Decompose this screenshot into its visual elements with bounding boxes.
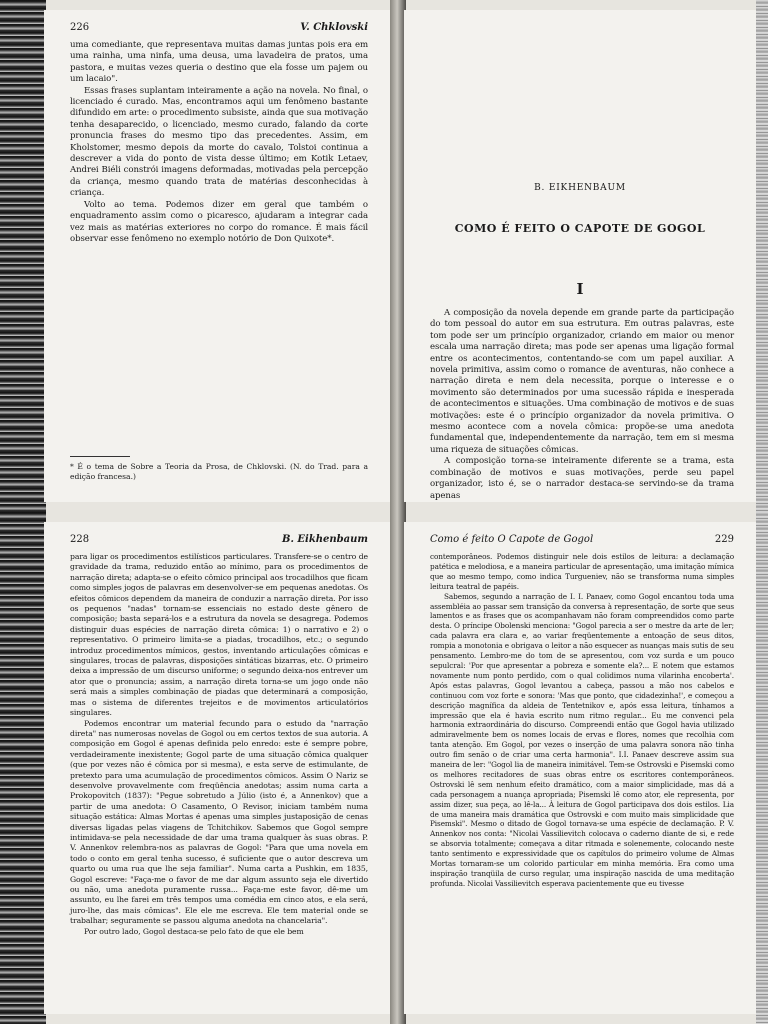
body-text — [430, 308, 734, 502]
running-head — [430, 534, 734, 548]
scan-edge-right — [756, 512, 768, 1024]
page-number: 228 — [70, 534, 90, 545]
page-number: 226 — [70, 22, 90, 33]
page-number: 229 — [714, 534, 734, 545]
paragraph: Podemos encontrar um material fecundo para o estudo da "narração direta" nas numerosas novelas de Gogol ou em certos textos de sua autoria. A composição em Gogol é apenas definida pelo enredo: este é sempre pobre, verdadeiramente inexistente; Gogol parte de uma situação cômica qualquer (que por vezes não é cômica por si mesma), e esta serve de estimulante, de pretexto para uma acumulação de procedimentos cômicos. Assim O Nariz se desenvolve provavelmente com freqüência anedotas; assim numa carta a Prokopovitch (1837): "Pegue sobretudo a Júlio (isto é, a Annenkov) que a partir de uma anedota: O Casamento, O Revisor, iniciam também numa situação estática: Almas Mortas é apenas uma simples justaposição de cenas diversas ligadas pelas viagens de Tchitchikov. Sabemos que Gogol sempre intimidava-se pela necessidade de dar uma trama qualquer às suas obras. P. V. Annenkov relembra-nos as palavras de Gogol: "Para que uma novela em todo o conto em geral tenha sucesso, é suficiente que o autor descreva um quarto ou uma rua que lhe seja familiar". Numa carta a Pushkin, em 1835, Gogol escreve: "Faça-me o favor de me dar algum assunto seja ele divertido ou não, uma anedota puramente russa... Faça-me este favor, dê-me um assunto, eu lhe farei em três tempos uma comédia em cinco atos, e ela será, juro-lhe, das mais cômicas". Ele ele me escreva. Ele tem material onde se trabalhar; seguramente se passou alguma anedota na chancelaria". — [70, 718, 368, 926]
scan-edge-left — [0, 0, 46, 512]
paragraph: A composição da novela depende em grande parte da participação do tom pessoal do autor em sua estrutura. Em outras palavras, este tom pode ser um princípio organizador, criando em maior ou menor escala uma narração direta; mas pode ser apenas uma ligação formal entre os acontecimentos, contentando-se com um papel auxiliar. A novela primitiva, assim como o romance de aventuras, não conhece a narração direta e nem dela necessita, porque o interesse e o movimento são determinados por uma sucessão rápida e inesperada de acontecimentos e situações. Uma combinação de motivos e de suas motivações: este é o princípio organizador da novela primitiva. O mesmo acontece com a novela cômica: propõe-se uma anedota fundamental que, independentemente da narração, tem em si mesma uma riqueza de situações cômicas. — [430, 308, 734, 455]
paragraph: Sabemos, segundo a narração de I. I. Panaev, como Gogol encantou toda uma assembléia ao passar sem transição da conversa à representação, de sorte que seus lamentos e as frases que os acompanhavam não foram compreendidos como parte desta. O príncipe Obolenski menciona: "Gogol parecia a ser o mestre da arte de ler; cada palavra era clara e, ao variar freqüentemente a entoação de seus ditos, rompia a monotonia e obrigava o leitor a não esquecer as nuanças mais sutis de seu pensamento. Lembro-me do tom de se apresentou, com voz surda e um pouco sepulcral: 'Por que apresentar a pobreza e somente ela?... E notem que estamos novamente num ponto perdido, com o qual colidimos numa vilarinha encoberta'. Após estas palavras, Gogol levantou a cabeça, passou a mão nos cabelos e continuou com voz forte e sonora: 'Mas que ponto, que cidadezinha!', e começou a descrição magnífica da aldeia de Tentetnikov e, após essa leitura, tínhamos a impressão que ela é havia escrito num ritmo regular... Eu me convenci pela harmonia extraordinária do discurso. Compreendi então que Gogol havia utilizado admiravelmente bem os nomes locais de ervas e flores, nomes que recolhia com tanta atenção. Em Gogol, por vezes o inserção de uma palavra sonora não tinha outro fim senão o de criar uma certa harmonia". I.I. Panaev descreve assim sua maneira de ler: "Gogol lia de maneira inimitável. Tem-se Ostrovski e Pisemski como os melhores recitadores de suas obras entre os escritores contemporâneos. Ostrovski lê sem nenhum efeito dramático, com a maior simplicidade, mas dá a cada personagem a nuança apropriada; Pisemski lê como ator, ele representa, por assim dizer, sua peça, ao lê-la... À leitura de Gogol participava dos dois estilos. Lia de uma maneira mais dramática que Ostrovski e com muito mais simplicidade que Pisemski". Mesmo o ditado de Gogol tornava-se uma espécie de declamação. P. V. Annenkov nos conta: "Nicolai Vassilievitch colocava o caderno diante de si, e rede se absorvia totalmente; começava a ditar ritmada e solenemente, colocando neste tanto sentimento e expressividade que os capítulos do primeiro volume de Almas Mortas tornaram-se um colorido particular em minha memória. Era como uma inspiração tranqüila de curso regular, uma inspiração nascida de uma meditação profunda. Nicolai Vassilievitch esperava pacientemente que eu tivesse — [430, 591, 734, 888]
page-228 — [44, 522, 390, 1014]
running-title: V. Chklovski — [300, 22, 368, 33]
body-text — [430, 552, 734, 889]
page-229 — [404, 522, 756, 1014]
chapter-number: I — [576, 280, 584, 298]
article-title: COMO É FEITO O CAPOTE DE GOGOL — [454, 222, 706, 235]
page-227 — [404, 10, 756, 502]
bottom-spread — [0, 512, 768, 1024]
body-text — [70, 552, 368, 937]
scan-edge-left — [0, 512, 46, 1024]
author-name: B. EIKHENBAUM — [534, 183, 626, 193]
paragraph: para ligar os procedimentos estilísticos particulares. Transfere-se o centro de gravidade da trama, reduzido então ao mínimo, para os procedimentos de narração direta; adapta-se o efeito cômico principal aos trocadilhos que ficam como simples jogos de palavras em desenvolver-se em pequenas anedotas. Os efeitos cômicos dependem da maneira de conduzir a narração direta. Por isso os pequenos "nadas" tornam-se essenciais no estado deste gênero de composição; basta separá-los e a estrutura da novela se desagrega. Podemos distinguir duas espécies de narração direta cômica: 1) o narrativo e 2) o representativo. O primeiro limita-se a piadas, trocadilhos, etc.; o segundo introduz procedimentos mímicos, gestos, inventando articulações cômicas e singulares, trocas de palavras, disposições sintáticas bizarras, etc. O primeiro deixa a impressão de um discurso uniforme; o segundo deixa-nos entrever um ator que o pronuncia; assim, a narração direta torna-se um jogo onde não será mais a simples combinação de piadas que determinará a composição, mas o sistema de diferentes trejeitos e de movimentos articulatórios singulares. — [70, 552, 368, 718]
paragraph: contemporâneos. Podemos distinguir nele dois estilos de leitura: a declamação patética e melodiosa, e a maneira particular de apresentação, uma imitação mímica que ao mesmo tempo, como indica Turgueniev, não se transforma numa simples leitura teatral de papéis. — [430, 552, 734, 591]
paragraph: Volto ao tema. Podemos dizer em geral que também o enquadramento assim como o picaresco, ajudaram a integrar cada vez mais as matérias exteriores no corpo do romance. É mais fácil observar esse fenômeno no exemplo notório de Don Quixote*. — [70, 199, 368, 244]
paragraph: Essas frases suplantam inteiramente a ação na novela. No final, o licenciado é curado. Mas, encontramos aqui um fenômeno bastante difundido em arte: o procedimento subsiste, ainda que sua motivação tenha desaparecido, o licenciado, mesmo curado, falando da corte pronuncia frases do mesmo tipo das precedentes. Assim, em Kholstomer, mesmo depois da morte do cavalo, Tolstoi continua a descrever a vida do ponto de vista desse último; em Kotik Letaev, Andrei Biéli constrói imagens deformadas, motivadas pela percepção da criança, mesmo quando trata de matérias desconhecidas à criança. — [70, 85, 368, 199]
footnote: * É o tema de Sobre a Teoria da Prosa, de Chklovski. (N. do Trad. para a edição francesa.) — [70, 462, 368, 481]
running-head — [70, 22, 368, 36]
paragraph: A composição torna-se inteiramente diferente se a trama, esta combinação de motivos e suas motivações, perde seu papel organizador, isto é, se o narrador destaca-se servindo-se da trama apenas — [430, 456, 734, 501]
scan-edge-right — [756, 0, 768, 512]
body-text — [70, 40, 368, 245]
footnote-rule — [70, 456, 130, 457]
running-title: B. Eikhenbaum — [282, 534, 368, 545]
running-head — [70, 534, 368, 548]
paragraph: Por outro lado, Gogol destaca-se pelo fato de que ele bem — [84, 926, 304, 936]
page-226 — [44, 10, 390, 502]
running-title: Como é feito O Capote de Gogol — [430, 534, 594, 545]
paragraph: uma comediante, que representava muitas damas juntas pois era em uma rainha, uma ninfa, uma deusa, uma lavadeira de pratos, uma pastora, e muitas vezes queria o destino que ela fosse um pajem ou um lacaio". — [70, 40, 368, 85]
